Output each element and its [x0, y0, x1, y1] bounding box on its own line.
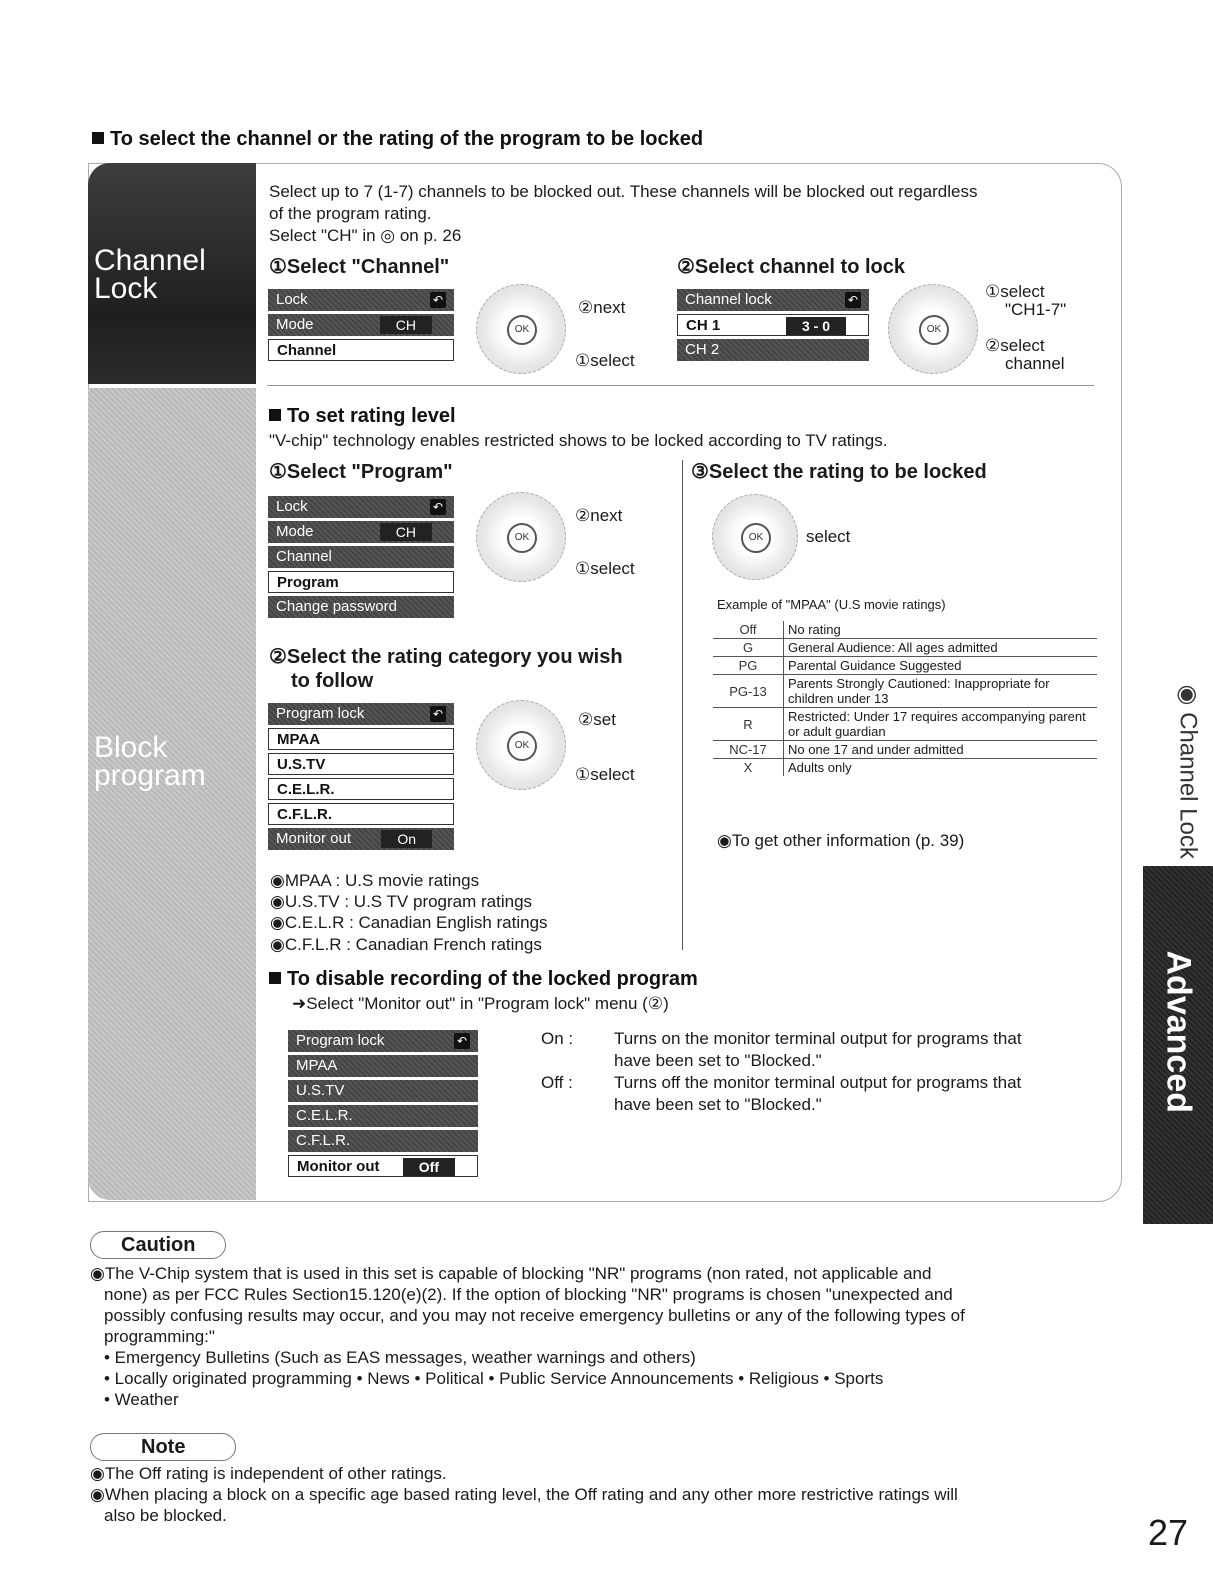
menu-row-label: Monitor out — [276, 830, 352, 847]
rating-heading-text: To set rating level — [287, 405, 456, 427]
ok-button-icon: OK — [741, 523, 771, 553]
caution-line: programming:" — [104, 1327, 215, 1346]
menu-row-cflr — [268, 803, 454, 825]
page-number: 27 — [1148, 1512, 1189, 1553]
section-heading-text: To select the channel or the rating of the program to be locked — [110, 128, 704, 150]
caution-line: possibly confusing results may occur, and you may not receive emergency bulletins or any of the following types of — [104, 1306, 965, 1325]
return-icon: ↶ — [430, 706, 446, 722]
menu-row-monitor-out — [288, 1155, 478, 1177]
legend-ustv: ◉U.S.TV : U.S TV program ratings — [270, 892, 533, 911]
sidebar-title-line1: Channel — [94, 244, 206, 277]
rating-desc: No rating — [784, 621, 1098, 639]
section-heading — [92, 128, 703, 151]
return-icon: ↶ — [454, 1033, 470, 1049]
menu-row-lock — [268, 496, 454, 518]
channel-lock-tab-label: ◉ Channel Lock — [1174, 684, 1202, 859]
menu-row-label: Lock — [276, 291, 308, 308]
menu-row-label: Mode — [276, 523, 314, 540]
ok-button-icon: OK — [919, 315, 949, 345]
advanced-tab — [1143, 866, 1213, 1224]
table-row — [713, 708, 1097, 741]
menu-row-ustv — [268, 753, 454, 775]
note-text — [90, 1463, 1150, 1526]
channel-lock-sidebar — [88, 163, 256, 384]
menu-row-label: C.E.L.R. — [277, 781, 335, 798]
channel-lock-menu — [677, 289, 869, 364]
menu-row-monitor-out — [268, 828, 454, 850]
channel-lock-tab — [1168, 660, 1208, 860]
ok-button-icon: OK — [507, 731, 537, 761]
square-bullet-icon — [269, 409, 281, 421]
dial-callout-select: ①select — [575, 351, 635, 370]
rating-code: X — [713, 759, 784, 777]
channel-intro-line3: Select "CH" in ◎ on p. 26 — [269, 226, 462, 245]
caution-text — [90, 1263, 1150, 1410]
column-divider — [682, 460, 683, 950]
menu-row-mpaa — [268, 728, 454, 750]
on-label: On : — [541, 1029, 574, 1048]
dial-callout-channel: channel — [1005, 354, 1065, 373]
rating-heading — [269, 405, 456, 428]
menu-row-channel-lock — [677, 289, 869, 311]
sidebar-title-line2: program — [94, 759, 206, 792]
table-row — [713, 741, 1097, 759]
disable-heading — [269, 968, 698, 991]
dial-callout-select: ①select — [575, 765, 635, 784]
menu-row-label: Channel — [277, 342, 337, 359]
disable-instruction: ➜Select "Monitor out" in "Program lock" menu (②) — [292, 994, 669, 1013]
menu-row-value: CH — [380, 523, 432, 541]
legend-cflr: ◉C.F.L.R : Canadian French ratings — [270, 935, 542, 954]
step-select-program: ①Select "Program" — [269, 461, 453, 483]
rating-code: Off — [713, 621, 784, 639]
menu-row-value: On — [381, 830, 432, 848]
remote-dial-icon — [476, 284, 566, 374]
legend-celr: ◉C.E.L.R : Canadian English ratings — [270, 913, 548, 932]
caution-bullet: • Emergency Bulletins (Such as EAS messages, weather warnings and others) — [104, 1348, 696, 1367]
dial-callout-next: ②next — [575, 506, 623, 525]
on-text-line1: Turns on the monitor terminal output for programs that — [614, 1029, 1022, 1048]
channel-intro-line1: Select up to 7 (1-7) channels to be blocked out. These channels will be blocked out regardless — [269, 182, 978, 201]
dial-callout-select: select — [806, 527, 851, 546]
on-text-line2: have been set to "Blocked." — [614, 1051, 822, 1070]
program-lock-menu-monitor — [288, 1030, 478, 1180]
menu-row-label: C.F.L.R. — [296, 1132, 351, 1149]
menu-row-label: C.E.L.R. — [296, 1107, 353, 1124]
menu-row-label: U.S.TV — [277, 756, 326, 773]
caution-line: none) as per FCC Rules Section15.120(e)(2). If the option of blocking "NR" programs is chosen "unexpected and — [104, 1285, 953, 1304]
channel-intro-line2: of the program rating. — [269, 204, 432, 223]
menu-row-label: Lock — [276, 498, 308, 515]
off-text-line2: have been set to "Blocked." — [614, 1095, 822, 1114]
remote-dial-icon — [476, 492, 566, 582]
section-divider — [267, 385, 1094, 386]
dial-callout-select-ch: ①select — [985, 282, 1045, 301]
menu-row-value: 3 - 0 — [786, 317, 846, 335]
step-select-channel-to-lock: ②Select channel to lock — [677, 256, 905, 278]
step-select-category-line2: to follow — [291, 670, 374, 692]
dial-callout-ch-range: "CH1-7" — [1005, 300, 1067, 319]
menu-row-program-lock — [268, 703, 454, 725]
rating-desc: No one 17 and under admitted — [784, 741, 1098, 759]
menu-row-label: U.S.TV — [296, 1082, 345, 1099]
caution-bullet: • Locally originated programming • News • Political • Public Service Announcements • Religious • Sports — [104, 1369, 884, 1388]
step-select-rating: ③Select the rating to be locked — [691, 461, 987, 483]
table-row — [713, 621, 1097, 639]
menu-row-celr — [268, 778, 454, 800]
return-icon: ↶ — [845, 292, 861, 308]
rating-desc: Restricted: Under 17 requires accompanying parent or adult guardian — [784, 708, 1098, 741]
caution-bullet: • Weather — [104, 1390, 179, 1409]
off-text-line1: Turns off the monitor terminal output for programs that — [614, 1073, 1022, 1092]
rating-code: PG-13 — [713, 675, 784, 708]
menu-row-label: Monitor out — [297, 1158, 380, 1175]
menu-row-label: Program — [277, 574, 339, 591]
dial-callout-select-channel: ②select — [985, 336, 1045, 355]
lock-menu-program — [268, 496, 454, 621]
sidebar-title-line2: Lock — [94, 272, 158, 305]
menu-row-value: CH — [380, 316, 432, 334]
dial-callout-next: ②next — [578, 298, 626, 317]
table-row — [713, 639, 1097, 657]
legend-mpaa: ◉MPAA : U.S movie ratings — [270, 871, 480, 890]
example-caption: Example of "MPAA" (U.S movie ratings) — [717, 597, 946, 612]
menu-row-ustv — [288, 1080, 478, 1102]
menu-row-mpaa — [288, 1055, 478, 1077]
return-icon: ↶ — [430, 292, 446, 308]
rating-intro: "V-chip" technology enables restricted shows to be locked according to TV ratings. — [269, 431, 888, 450]
ok-button-icon: OK — [507, 315, 537, 345]
sidebar-title-line1: Block — [94, 731, 168, 764]
menu-row-cflr — [288, 1130, 478, 1152]
rating-desc: General Audience: All ages admitted — [784, 639, 1098, 657]
rating-desc: Parents Strongly Cautioned: Inappropriate for children under 13 — [784, 675, 1098, 708]
menu-row-mode — [268, 521, 454, 543]
table-row — [713, 657, 1097, 675]
table-row — [713, 759, 1097, 777]
menu-row-celr — [288, 1105, 478, 1127]
square-bullet-icon — [92, 132, 104, 144]
caution-line: ◉The V-Chip system that is used in this set is capable of blocking "NR" programs (non rated, not applicable and — [90, 1264, 932, 1283]
advanced-tab-label: Advanced — [1159, 950, 1198, 1113]
menu-row-label: CH 2 — [685, 341, 720, 358]
menu-row-channel — [268, 339, 454, 361]
square-bullet-icon — [269, 972, 281, 984]
table-row — [713, 675, 1097, 708]
program-lock-menu — [268, 703, 454, 853]
note-line: also be blocked. — [104, 1506, 227, 1525]
menu-row-change-password — [268, 596, 454, 618]
menu-row-label: Channel — [276, 548, 332, 565]
step-select-category-line1: ②Select the rating category you wish — [269, 646, 623, 668]
disable-heading-text: To disable recording of the locked program — [287, 968, 698, 990]
menu-row-label: C.F.L.R. — [277, 806, 332, 823]
rating-desc: Adults only — [788, 760, 852, 775]
dial-callout-set: ②set — [578, 710, 616, 729]
menu-row-label: Channel lock — [685, 291, 772, 308]
caution-label: Caution — [90, 1231, 226, 1259]
remote-dial-icon — [712, 494, 798, 580]
off-label: Off : — [541, 1073, 573, 1092]
menu-row-program-lock — [288, 1030, 478, 1052]
remote-dial-icon — [476, 700, 566, 790]
dial-callout-select: ①select — [575, 559, 635, 578]
menu-row-label: Program lock — [276, 705, 365, 722]
menu-row-mode — [268, 314, 454, 336]
menu-row-label: Program lock — [296, 1032, 385, 1049]
other-info: ◉To get other information (p. 39) — [717, 831, 965, 850]
note-line: ◉When placing a block on a specific age based rating level, the Off rating and any other more restrictive ratings will — [90, 1485, 958, 1504]
block-program-sidebar — [88, 388, 256, 1200]
menu-row-label: MPAA — [296, 1057, 338, 1074]
ok-button-icon: OK — [507, 523, 537, 553]
remote-dial-icon — [888, 284, 978, 374]
menu-row-program — [268, 571, 454, 593]
note-label: Note — [90, 1433, 236, 1461]
lock-menu-channel — [268, 289, 454, 364]
menu-row-label: CH 1 — [686, 317, 721, 334]
rating-code: NC-17 — [713, 741, 784, 759]
menu-row-ch2 — [677, 339, 869, 361]
menu-row-channel — [268, 546, 454, 568]
menu-row-ch1 — [677, 314, 869, 336]
menu-row-label: MPAA — [277, 731, 321, 748]
menu-row-label: Mode — [276, 316, 314, 333]
rating-code: R — [713, 708, 784, 741]
rating-code: PG — [713, 657, 784, 675]
return-icon: ↶ — [430, 499, 446, 515]
rating-desc: Parental Guidance Suggested — [784, 657, 1098, 675]
note-line: ◉The Off rating is independent of other ratings. — [90, 1464, 447, 1483]
menu-row-value: Off — [403, 1158, 455, 1176]
rating-table — [713, 621, 1097, 776]
rating-code: G — [713, 639, 784, 657]
step-select-channel: ①Select "Channel" — [269, 256, 450, 278]
menu-row-lock — [268, 289, 454, 311]
menu-row-label: Change password — [276, 598, 397, 615]
